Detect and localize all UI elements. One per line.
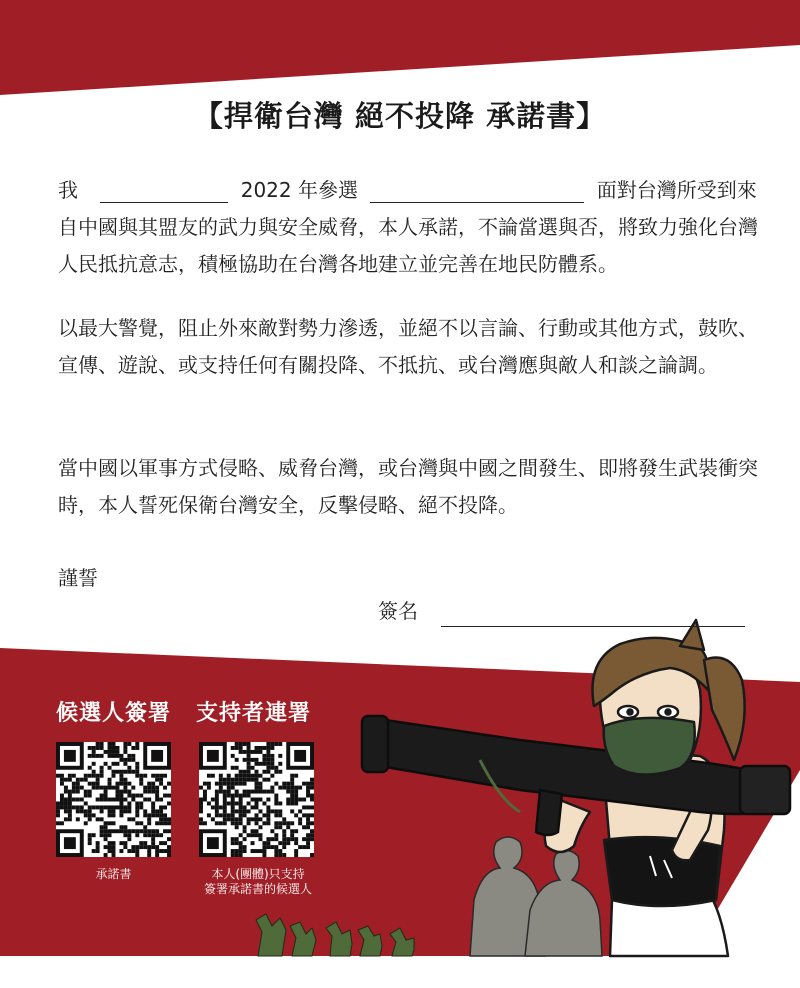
- supporter-heading: 支持者連署: [196, 701, 312, 726]
- qr-code-supporter[interactable]: [199, 742, 314, 857]
- qr-right-caption-line1: 本人(團體)只支持: [211, 867, 305, 881]
- qr-code-supporter-icon: [199, 742, 314, 857]
- candidate-heading: 候選人簽署: [56, 701, 172, 726]
- pledge-middle: 2022 年參選: [240, 178, 358, 202]
- pledge-suffix: 面對台灣所受到來: [596, 178, 757, 202]
- office-blank[interactable]: [370, 178, 584, 203]
- pledge-line-1: [58, 172, 757, 209]
- pledge-paragraph-3: 當中國以軍事方式侵略、威脅台灣，或台灣與中國之間發生、即將發生武裝衝突時，本人誓死保衛台灣安全，反擊侵略、絕不投降。: [58, 456, 758, 517]
- qr-code-candidate-icon: [56, 742, 171, 857]
- qr-right-caption-line2: 簽署承諾書的候選人: [203, 882, 312, 896]
- page-title: 【捍衛台灣 絕不投降 承諾書】: [193, 99, 607, 133]
- pledge-paragraph-1: 自中國與其盟友的武力與安全威脅，本人承諾，不論當選與否，將致力強化台灣人民抵抗意志，積極協助在台灣各地建立並完善在地民防體系。: [58, 215, 758, 276]
- closing-text: 謹誓: [58, 566, 98, 590]
- qr-right-caption: [179, 867, 337, 897]
- qr-left-caption: 承諾書: [95, 867, 132, 881]
- qr-code-candidate[interactable]: [56, 742, 171, 857]
- pledge-prefix: 我: [58, 178, 78, 202]
- top-red-band: [0, 0, 800, 95]
- pledge-paragraph-2: 以最大警覺，阻止外來敵對勢力滲透，並絕不以言論、行動或其他方式，鼓吹、宣傳、遊說、或支持任何有關投降、不抵抗、或台灣應與敵人和談之論調。: [58, 316, 758, 377]
- signature-line[interactable]: [441, 626, 745, 627]
- signature-label: 簽名: [378, 599, 418, 623]
- name-blank[interactable]: [100, 178, 228, 203]
